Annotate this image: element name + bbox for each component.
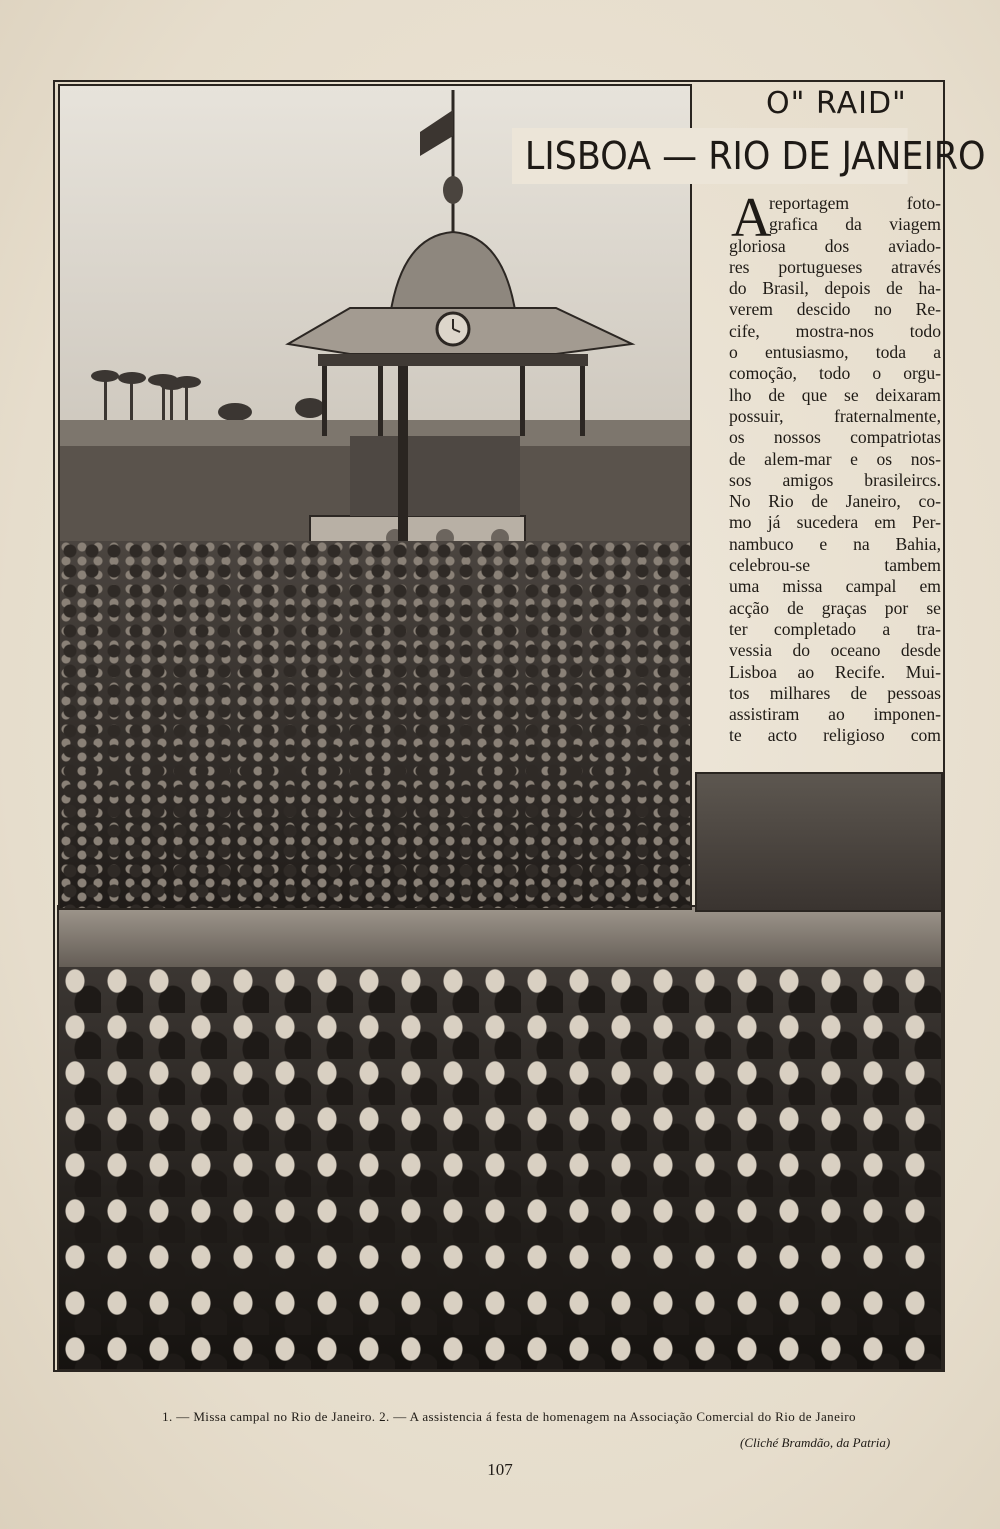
photo-credit: (Cliché Bramdão, da Patria) [740,1435,891,1450]
article-line: os nossos compatriotas [729,427,941,448]
title-raid: O" RAID" [766,86,907,121]
page-number: 107 [487,1460,513,1479]
article-line: de alem-mar e os nos- [729,448,941,469]
article-line: gloriosa dos aviado- [729,235,941,256]
article-line: nambuco e na Bahia, [729,533,941,554]
article-line: possuir, fraternalmente, [729,405,941,426]
article-line: No Rio de Janeiro, co- [729,491,941,512]
article-line: sos amigos brasileircs. [729,469,941,490]
drop-cap: A [731,187,772,249]
article-line: ter completado a tra- [729,618,941,639]
article-line: res portugueses através [729,256,941,277]
photo-caption: 1. — Missa campal no Rio de Janeiro. 2. — A assistencia á festa de homenagem na Associação Comercial do Rio de Janeiro [162,1409,856,1424]
article-line: grafica da viagem [769,214,941,235]
article-line: Lisboa ao Recife. Mui- [729,661,941,682]
article-line: vessia do oceano desde [729,640,941,661]
crowd [60,541,690,910]
photo-open-air-mass [58,84,692,910]
article-line: cife, mostra-nos todo [729,320,941,341]
title-route: LISBOA — RIO DE JANEIRO [512,128,908,184]
article-line: comoção, todo o orgu- [729,363,941,384]
article-line: acção de graças por se [729,597,941,618]
article-line: uma missa campal em [729,576,941,597]
palm-trees [91,370,325,421]
photo-assembly-audience [57,905,943,1371]
article-line: verem descido no Re- [729,299,941,320]
article-line: do Brasil, depois de ha- [729,278,941,299]
article-line: assistiram ao imponen- [729,704,941,725]
article-line: celebrou-se tambem [729,555,941,576]
article-line: reportagem foto- [769,193,941,213]
article-line: o entusiasmo, toda a [729,342,941,363]
article-line: mo já sucedera em Per- [729,512,941,533]
article-line: te acto religioso com [729,725,941,746]
seated-audience [59,967,941,1371]
article-text [729,193,941,747]
article-line: lho de que se deixaram [729,384,941,405]
article-line: tos milhares de pessoas [729,682,941,703]
photo-hall-background [695,772,943,912]
